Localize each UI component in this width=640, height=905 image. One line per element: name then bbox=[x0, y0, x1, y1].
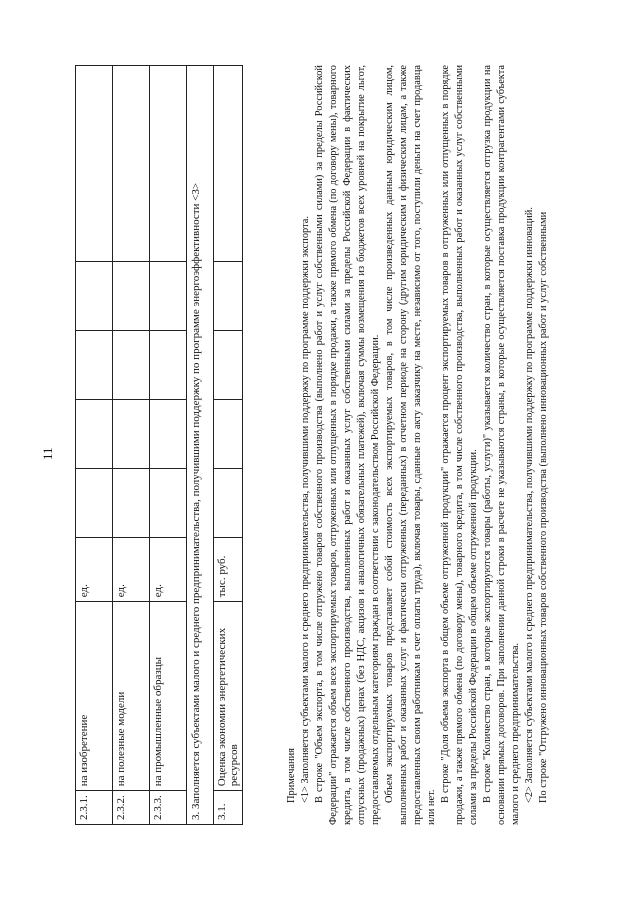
value-cell bbox=[76, 331, 113, 400]
row-name: на промышленные образцы bbox=[150, 602, 187, 791]
value-cell bbox=[113, 469, 150, 538]
value-cell bbox=[214, 262, 243, 331]
notes-heading: Примечания bbox=[286, 748, 297, 803]
value-cell bbox=[76, 400, 113, 469]
section-3-heading: 3. Заполняется субъектами малого и среднего предпринимательства, получившими поддержку по программе энергоэффективности <3> bbox=[187, 66, 214, 825]
table-row bbox=[76, 66, 113, 825]
value-cell bbox=[113, 331, 150, 400]
value-cell bbox=[150, 331, 187, 400]
note-2: <2> Заполняется субъектами малого и среднего предпринимательства, получившими поддержку по программе поддержки инноваций. bbox=[524, 207, 535, 803]
value-cell bbox=[76, 66, 113, 262]
value-cell bbox=[214, 400, 243, 469]
value-cell bbox=[113, 66, 150, 262]
table-row bbox=[214, 66, 243, 825]
value-cell bbox=[150, 469, 187, 538]
note-paragraph: В строке "Объем экспорта, в том числе отгружено товаров собственного производства (выполнено работ и услуг собственными силами) за пределы Российской Федерации" отражается объем всех экспортируемых товаров, отгруженных или отпущенных в порядке продажи, а также прямого обмена (по договору мены), товарного кредита, в том числе собственного производства, выполненных работ и оказанных услуг собственными силами за пределы Российской Федерации в фактических отпускных (продажных) ценах (без НДС, акцизов и аналогичных обязательных платежей), включая суммы возмещения из бюджетов всех уровней на покрытие льгот, предоставляемых отдельным категориям граждан в соответствии с законодательством Российской Федерации. bbox=[314, 65, 381, 825]
row-unit: ед. bbox=[150, 538, 187, 602]
note-paragraph: По строке "Отгружено инновационных товаров собственного производства (выполнено инновационных работ и услуг собственными bbox=[538, 211, 549, 803]
row-unit: тыс. руб. bbox=[214, 538, 243, 602]
notes-section bbox=[285, 65, 551, 825]
value-cell bbox=[76, 262, 113, 331]
page-number: 11 bbox=[40, 447, 55, 460]
value-cell bbox=[150, 400, 187, 469]
row-number: 3.1. bbox=[214, 791, 243, 825]
table-row bbox=[150, 66, 187, 825]
row-name: на полезные модели bbox=[113, 602, 150, 791]
note-paragraph: Объем экспортируемых товаров представляет собой стоимость всех экспортируемых товаров, в том числе произведенных данным юридическим лицом, выполненных работ и оказанных услуг и фактически отгруженных (переданных) в отчетном периоде на сторону (другим юридическим и физическим лицам, а также предоставленных своим работникам в счет оплаты труда), включая товары, сданные по акту заказчику на месте, независимо от того, поступили деньги на счет продавца или нет. bbox=[384, 65, 437, 825]
row-number: 2.3.1. bbox=[76, 791, 113, 825]
row-name: на изобретение bbox=[76, 602, 113, 791]
value-cell bbox=[76, 469, 113, 538]
note-paragraph: В строке "Доля объема экспорта в общем объеме отгруженной продукции" отражается процент экспортируемых товаров в отгруженных или отпущенных в порядке продажи, а также прямого обмена (по договору мены), товарного кредита, в том числе собственного производства, выполненных работ и оказанных услуг собственными силами за пределы Российской Федерации в общем объеме отгруженной продукции. bbox=[440, 65, 479, 825]
indicators-table bbox=[75, 65, 243, 825]
value-cell bbox=[214, 66, 243, 262]
row-unit: ед. bbox=[76, 538, 113, 602]
row-unit: ед. bbox=[113, 538, 150, 602]
value-cell bbox=[214, 469, 243, 538]
note-1: <1> Заполняется субъектами малого и среднего предпринимательства, получившими поддержку по программе поддержки экспорта. bbox=[300, 216, 311, 803]
value-cell bbox=[113, 400, 150, 469]
row-name: Оценка экономии энергетических ресурсов bbox=[214, 602, 243, 791]
value-cell bbox=[150, 262, 187, 331]
table-row bbox=[113, 66, 150, 825]
note-paragraph: В строке "Количество стран, в которые экспортируются товары (работы, услуги)" указывается количество стран, в которые осуществляется отгрузка продукции на основании прямых договоров. При заполнении данной строки в расчете не указываются страны, в которые осуществляется поставка продукции контрагентами субъекта малого и среднего предпринимательства. bbox=[482, 65, 521, 825]
value-cell bbox=[113, 262, 150, 331]
value-cell bbox=[214, 331, 243, 400]
table-section-row bbox=[187, 66, 214, 825]
value-cell bbox=[150, 66, 187, 262]
row-number: 2.3.3. bbox=[150, 791, 187, 825]
row-number: 2.3.2. bbox=[113, 791, 150, 825]
